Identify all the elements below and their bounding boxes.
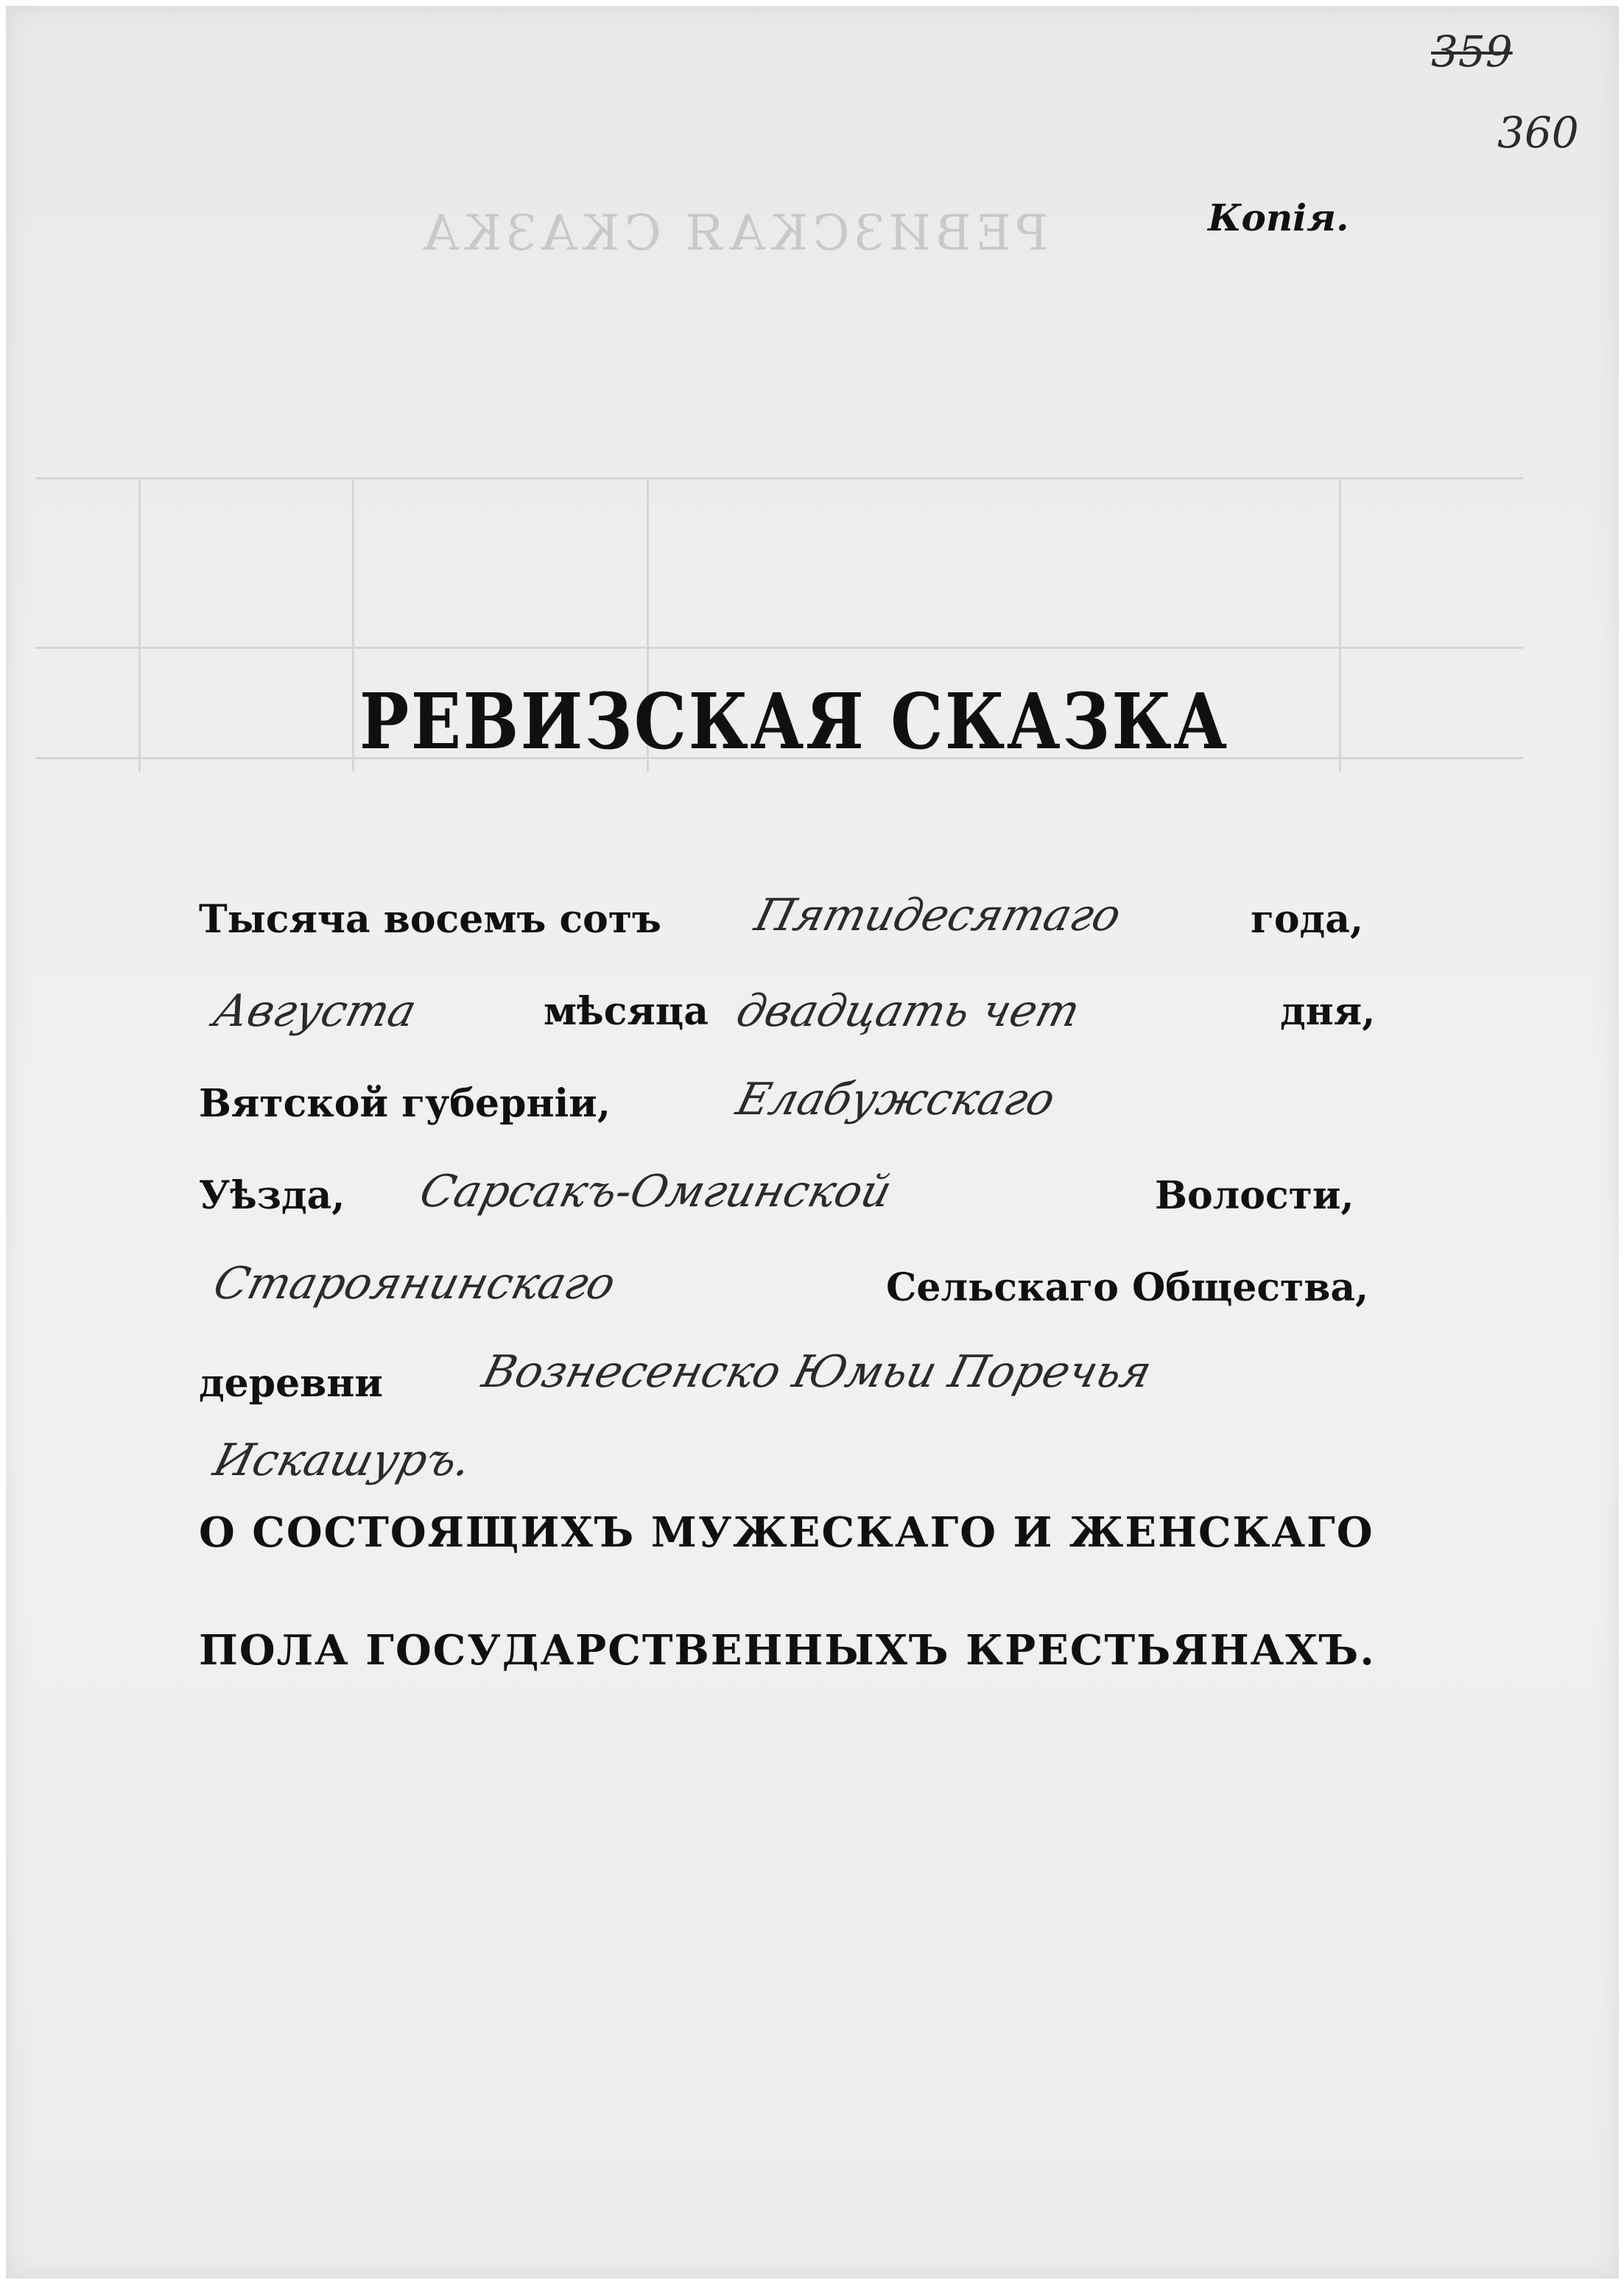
- year-suffix: года,: [1251, 897, 1364, 942]
- bleed-through: РЕВИЗСКАЯ СКАЗКА: [418, 205, 1049, 261]
- village-handwritten: Вознесенско Юмьи Поречья: [477, 1346, 1157, 1398]
- society-handwritten: Староянинскаго: [208, 1258, 621, 1309]
- bleed-through-rule: [35, 647, 1523, 649]
- bleed-through-rule: [138, 477, 141, 772]
- village-printed: деревни: [199, 1361, 383, 1406]
- folio-original: 359: [1431, 27, 1513, 77]
- volost-printed: Волости,: [1155, 1173, 1354, 1218]
- subject-line-1: О СОСТОЯЩИХЪ МУЖЕСКАГО И ЖЕНСКАГО: [199, 1508, 1374, 1557]
- province-printed: Вятской губерніи,: [199, 1081, 611, 1126]
- month-printed: мѣсяца: [544, 989, 709, 1034]
- month-handwritten: Августа: [208, 985, 422, 1037]
- folio-corrected: 360: [1497, 108, 1579, 158]
- year-printed: Тысяча восемъ сотъ: [199, 897, 661, 942]
- document-page: [6, 6, 1619, 2279]
- year-handwritten: Пятидесятаго: [750, 890, 1127, 941]
- document-title: РЕВИЗСКАЯ СКАЗКА: [359, 676, 1229, 767]
- district-printed: Уѣзда,: [199, 1173, 345, 1218]
- day-handwritten: двадцать чет: [731, 985, 1086, 1037]
- bleed-through-rule: [352, 477, 354, 772]
- society-printed: Сельскаго Общества,: [886, 1265, 1369, 1310]
- village-handwritten-cont: Искашуръ.: [208, 1435, 477, 1486]
- copy-label: Копія.: [1208, 196, 1349, 239]
- subject-line-2: ПОЛА ГОСУДАРСТВЕННЫХЪ КРЕСТЬЯНАХЪ.: [199, 1626, 1376, 1675]
- district-handwritten: Елабужскаго: [731, 1074, 1061, 1125]
- bleed-through-rule: [1339, 477, 1341, 772]
- volost-handwritten: Сарсакъ-Омгинской: [415, 1166, 897, 1217]
- day-printed: дня,: [1280, 989, 1376, 1034]
- bleed-through-rule: [35, 477, 1523, 479]
- folio-number: [1431, 27, 1579, 158]
